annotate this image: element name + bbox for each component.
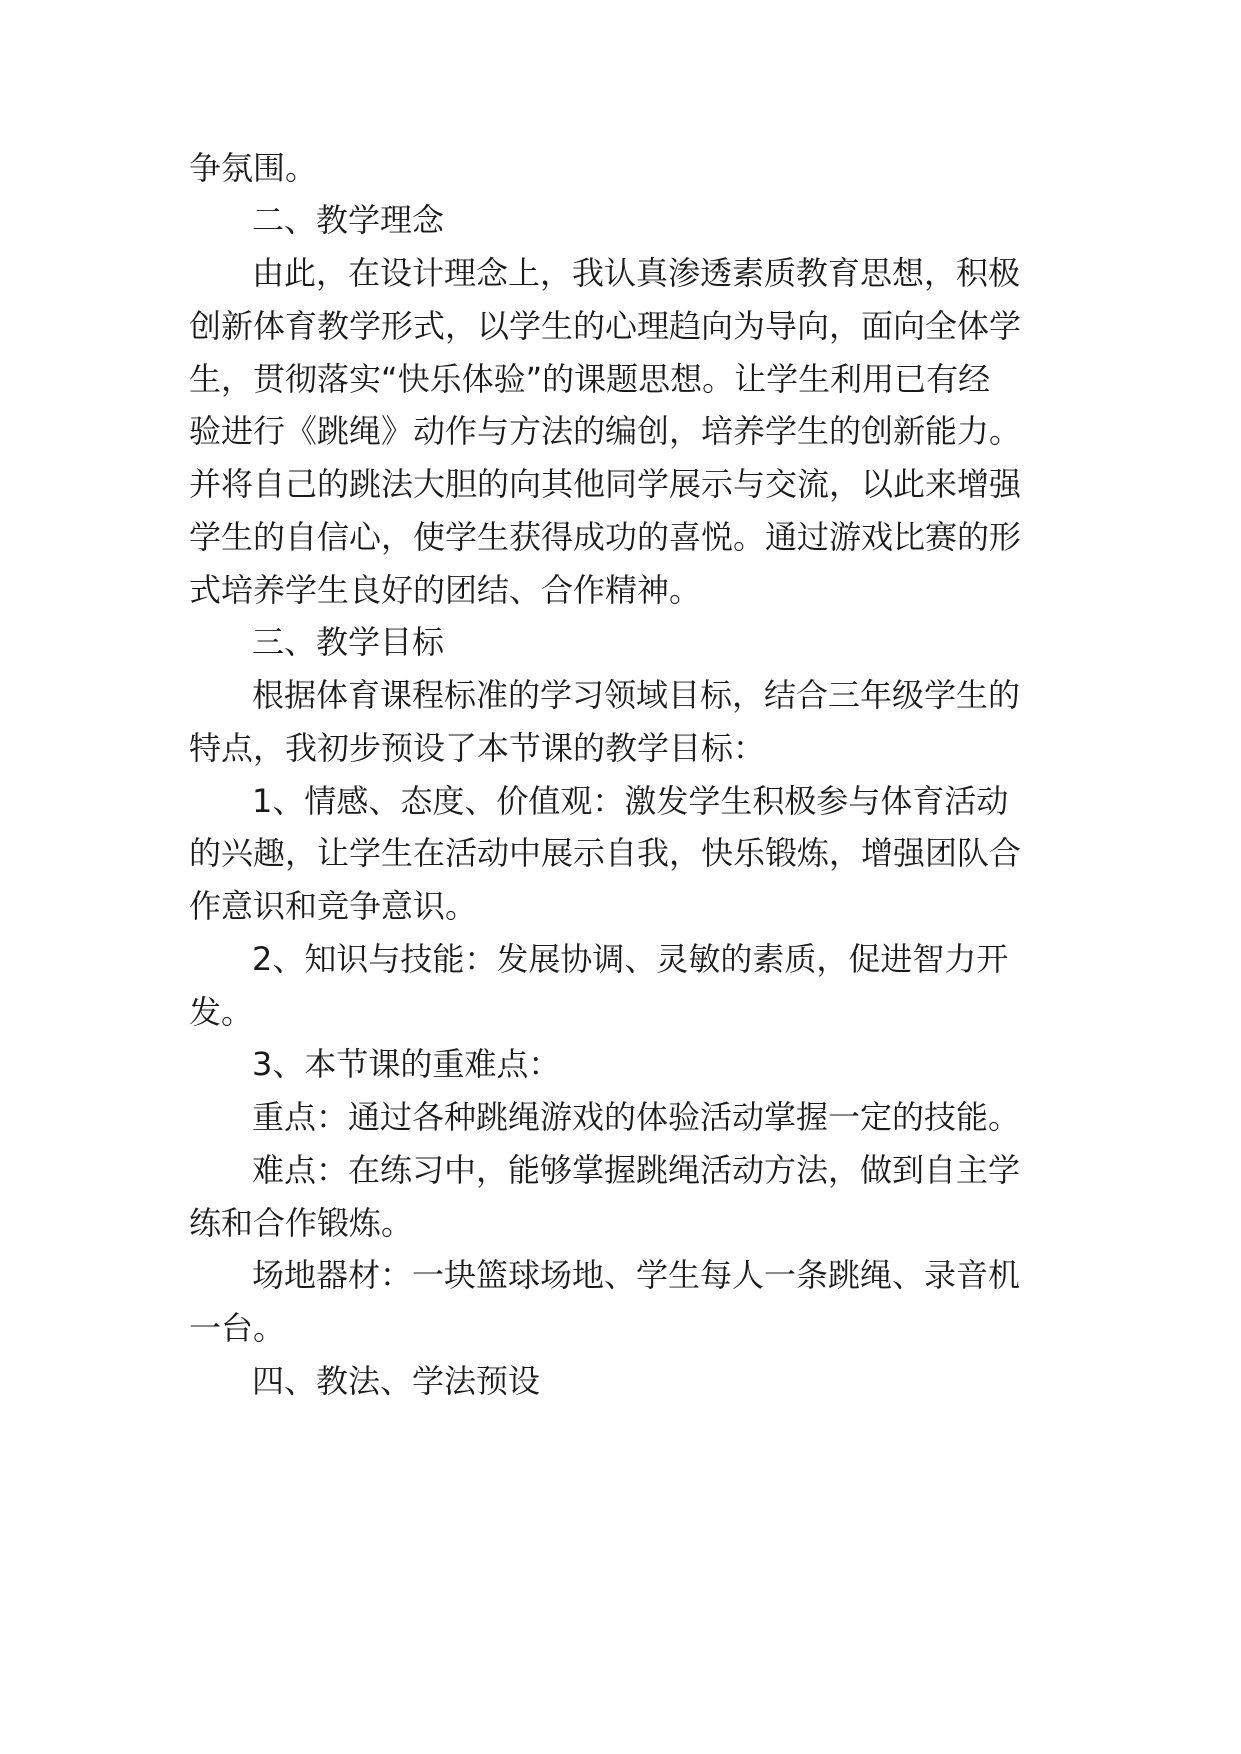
paragraph-line: 学生的自信心，使学生获得成功的喜悦。通过游戏比赛的形	[189, 518, 1022, 556]
paragraph-line: 练和合作锻炼。	[189, 1204, 414, 1242]
paragraph-line: 并将自己的跳法大胆的向其他同学展示与交流，以此来增强	[189, 465, 1022, 503]
paragraph-line: 作意识和竞争意识。	[189, 887, 478, 925]
paragraph-line: 场地器材：一块篮球场地、学生每人一条跳绳、录音机	[252, 1256, 1021, 1294]
paragraph-line: 由此，在设计理念上，我认真渗透素质教育思想，积极	[252, 254, 1021, 292]
section-heading-teaching-concept: 二、教学理念	[252, 201, 445, 239]
list-item-line: 3、本节课的重难点：	[252, 1045, 561, 1083]
paragraph-line: 一台。	[189, 1309, 286, 1347]
paragraph-line: 重点：通过各种跳绳游戏的体验活动掌握一定的技能。	[252, 1098, 1021, 1136]
paragraph-line: 生，贯彻落实“快乐体验”的课题思想。让学生利用已有经	[189, 360, 991, 398]
paragraph-line: 争氛围。	[189, 149, 318, 187]
list-item-line: 1、情感、态度、价值观：激发学生积极参与体育活动	[252, 782, 1009, 820]
paragraph-line: 特点，我初步预设了本节课的教学目标：	[189, 729, 766, 767]
paragraph-line: 创新体育教学形式，以学生的心理趋向为导向，面向全体学	[189, 307, 1022, 345]
section-heading-teaching-goals: 三、教学目标	[252, 623, 445, 661]
paragraph-line: 难点：在练习中，能够掌握跳绳活动方法，做到自主学	[252, 1151, 1021, 1189]
paragraph-line: 式培养学生良好的团结、合作精神。	[189, 571, 702, 609]
list-item-line: 2、知识与技能：发展协调、灵敏的素质，促进智力开	[252, 940, 1009, 978]
paragraph-line: 发。	[189, 993, 254, 1031]
paragraph-line: 验进行《跳绳》动作与方法的编创，培养学生的创新能力。	[189, 412, 1022, 450]
paragraph-line: 根据体育课程标准的学习领域目标，结合三年级学生的	[252, 676, 1021, 714]
section-heading-methods: 四、教法、学法预设	[252, 1362, 541, 1400]
paragraph-line: 的兴趣，让学生在活动中展示自我，快乐锻炼，增强团队合	[189, 834, 1022, 872]
